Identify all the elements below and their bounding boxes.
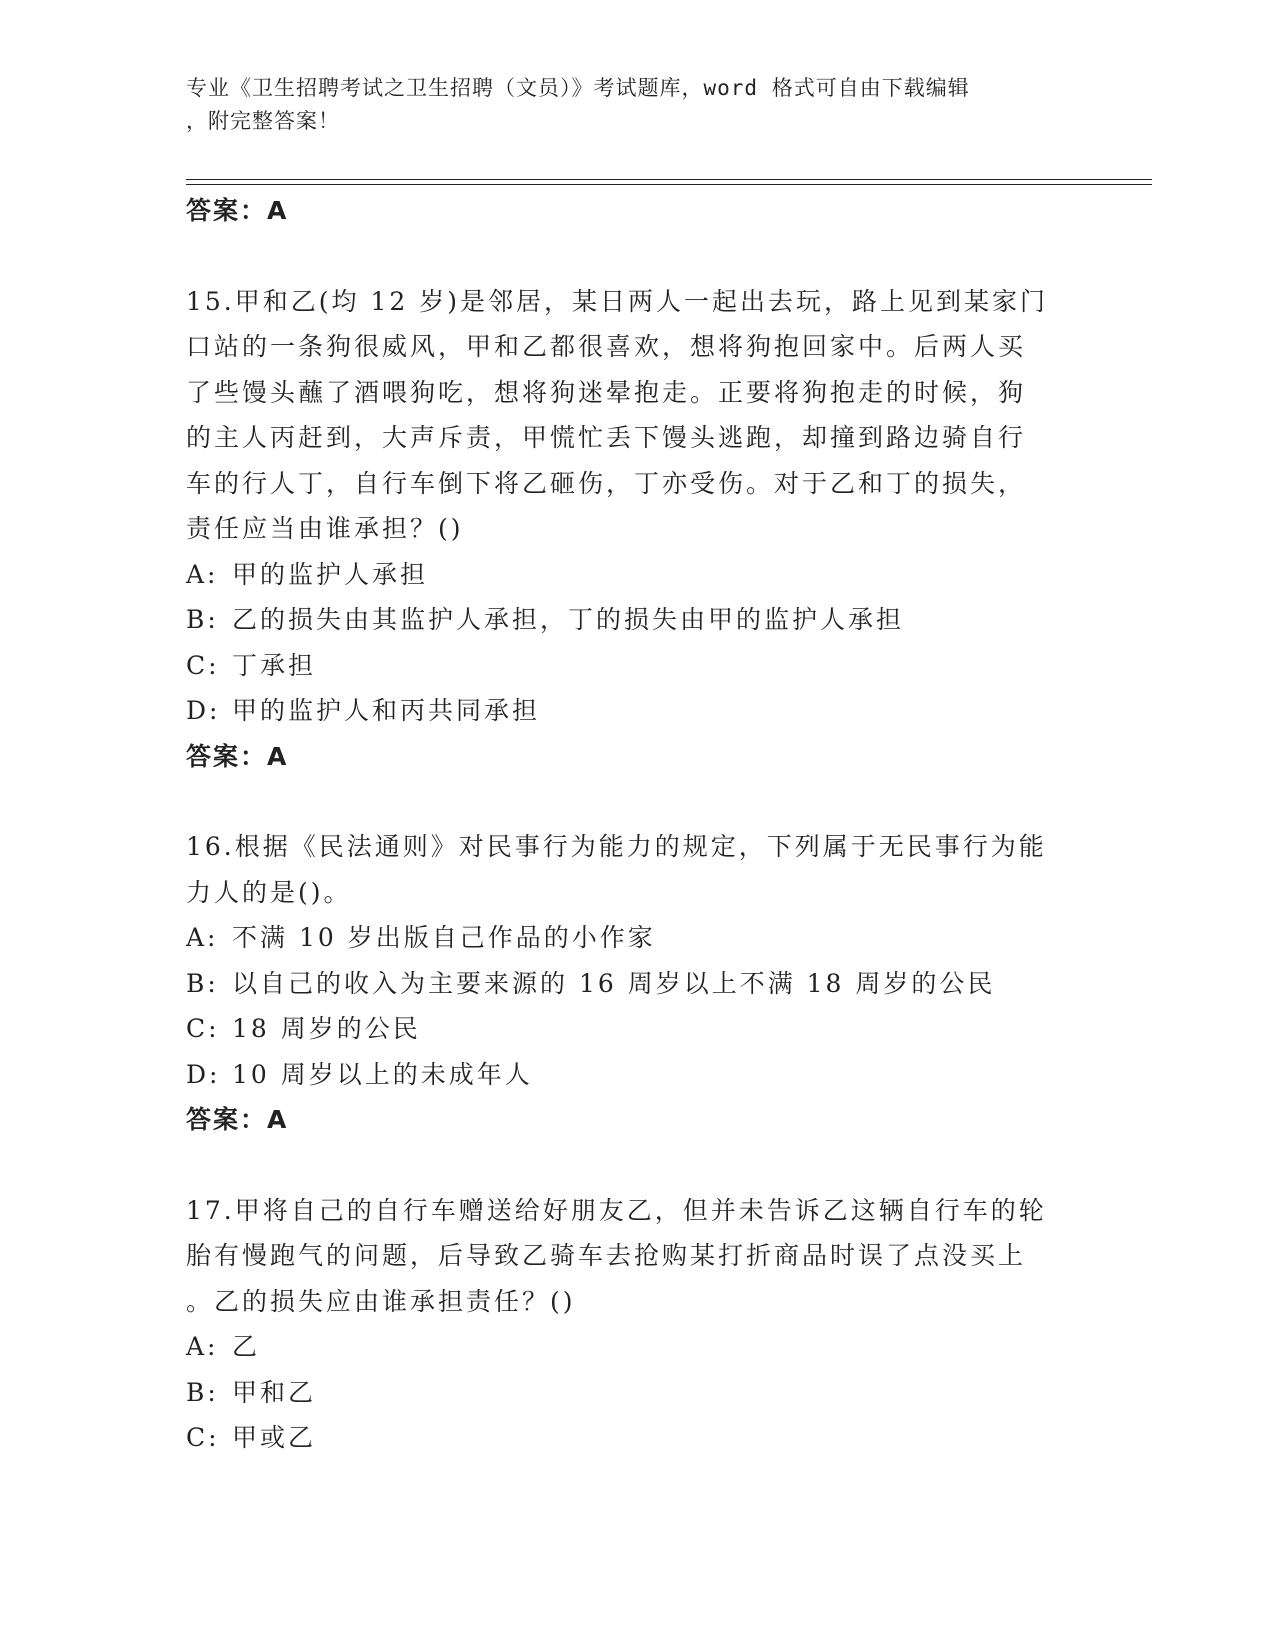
option-key: C: bbox=[186, 1423, 220, 1452]
option-text: 甲和乙 bbox=[232, 1377, 317, 1407]
option-text: 乙 bbox=[232, 1332, 261, 1361]
document-body bbox=[186, 188, 1066, 1461]
header-divider-top bbox=[186, 179, 1152, 180]
question-text-line: 胎有慢跑气的问题，后导致乙骑车去抢购某打折商品时误了点没买上 bbox=[186, 1241, 1027, 1270]
question-text-line: 。乙的损失应由谁承担责任？() bbox=[186, 1286, 576, 1316]
option-a bbox=[186, 552, 1066, 598]
answer-line: 答案：A bbox=[186, 196, 289, 225]
option-text: 甲的监护人和丙共同承担 bbox=[232, 696, 541, 725]
question-16 bbox=[186, 824, 1066, 1143]
option-b bbox=[186, 597, 1066, 643]
option-b bbox=[186, 1370, 1066, 1416]
question-text-line: 车的行人丁，自行车倒下将乙砸伤，丁亦受伤。对于乙和丁的损失， bbox=[186, 468, 1027, 498]
question-17 bbox=[186, 1188, 1066, 1461]
option-c bbox=[186, 643, 1066, 689]
option-key: D: bbox=[186, 1059, 221, 1089]
option-key: C: bbox=[186, 1014, 220, 1043]
question-text-line: 的主人丙赶到，大声斥责，甲慌忙丢下馒头逃跑，却撞到路边骑自行 bbox=[186, 423, 1027, 452]
option-text: 18 周岁的公民 bbox=[232, 1014, 421, 1043]
option-text: 10 周岁以上的未成年人 bbox=[232, 1059, 533, 1089]
option-text: 丁承担 bbox=[232, 650, 317, 680]
option-key: B: bbox=[186, 605, 219, 634]
option-key: B: bbox=[186, 968, 219, 998]
question-text-line: 力人的是()。 bbox=[186, 877, 352, 907]
question-text-line: 责任应当由谁承担？() bbox=[186, 514, 464, 543]
header-line-2: ，附完整答案！ bbox=[186, 109, 340, 133]
option-c bbox=[186, 1006, 1066, 1052]
option-key: D: bbox=[186, 696, 221, 725]
option-key: A: bbox=[186, 923, 219, 952]
option-a bbox=[186, 1324, 1066, 1370]
question-text-line: 16.根据《民法通则》对民事行为能力的规定，下列属于无民事行为能 bbox=[186, 832, 1047, 861]
option-d bbox=[186, 688, 1066, 734]
option-b bbox=[186, 961, 1066, 1007]
option-text: 以自己的收入为主要来源的 16 周岁以上不满 18 周岁的公民 bbox=[232, 968, 996, 998]
answer-line: 答案：A bbox=[186, 1105, 289, 1134]
option-a bbox=[186, 915, 1066, 961]
document-header bbox=[186, 72, 1066, 138]
option-key: C: bbox=[186, 650, 220, 680]
option-key: A: bbox=[186, 559, 219, 589]
question-15 bbox=[186, 279, 1066, 780]
question-text-line: 17.甲将自己的自行车赠送给好朋友乙，但并未告诉乙这辆自行车的轮 bbox=[186, 1195, 1047, 1225]
question-text-line: 了些馒头蘸了酒喂狗吃，想将狗迷晕抱走。正要将狗抱走的时候，狗 bbox=[186, 377, 1027, 407]
option-text: 不满 10 岁出版自己作品的小作家 bbox=[232, 923, 656, 952]
option-text: 乙的损失由其监护人承担，丁的损失由甲的监护人承担 bbox=[232, 605, 905, 634]
header-line-1: 专业《卫生招聘考试之卫生招聘（文员）》考试题库，word 格式可自由下载编辑 bbox=[186, 76, 970, 100]
answer-line: 答案：A bbox=[186, 741, 289, 771]
option-key: A: bbox=[186, 1332, 219, 1361]
option-d bbox=[186, 1052, 1066, 1098]
option-text: 甲或乙 bbox=[232, 1423, 317, 1452]
option-text: 甲的监护人承担 bbox=[232, 559, 429, 589]
header-divider-bottom bbox=[186, 184, 1152, 185]
question-text-line: 口站的一条狗很威风，甲和乙都很喜欢，想将狗抱回家中。后两人买 bbox=[186, 332, 1027, 361]
option-c bbox=[186, 1415, 1066, 1461]
option-key: B: bbox=[186, 1377, 219, 1407]
question-text-line: 15.甲和乙(均 12 岁)是邻居，某日两人一起出去玩，路上见到某家门 bbox=[186, 286, 1048, 316]
